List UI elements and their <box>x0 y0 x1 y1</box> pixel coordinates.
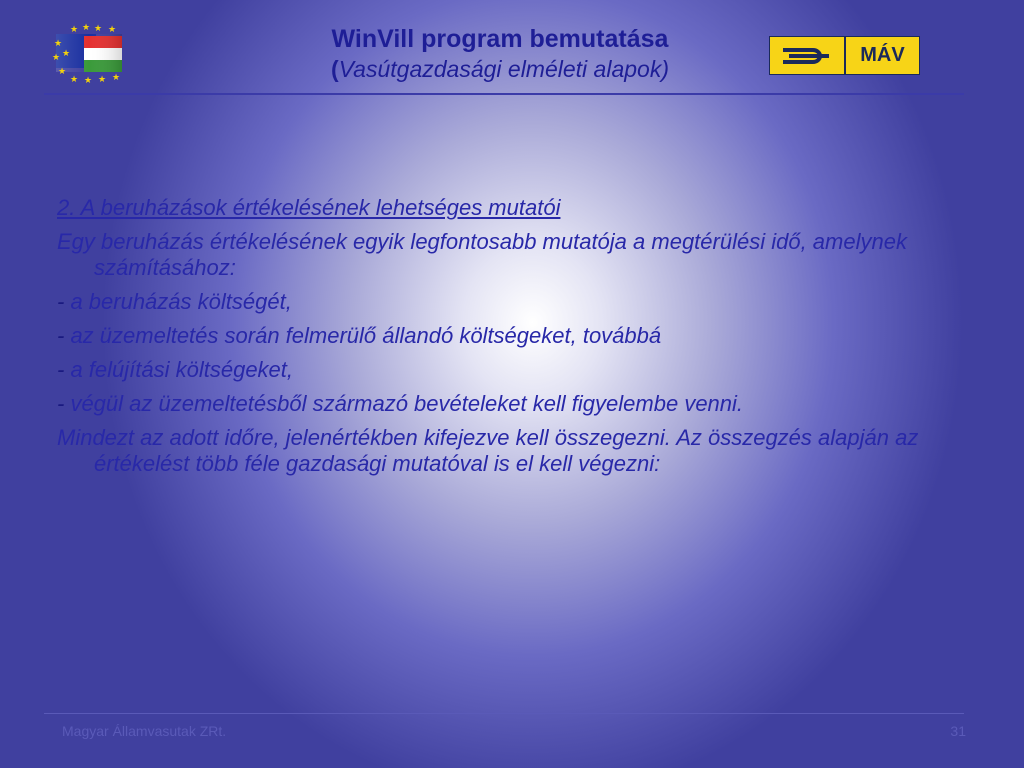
svg-text:★: ★ <box>62 49 71 59</box>
svg-text:★: ★ <box>52 53 61 63</box>
mav-logo <box>769 36 920 75</box>
list-item: - végül az üzemeltetésből származó bevételeket kell figyelembe venni. <box>57 391 744 416</box>
list-item: - a felújítási költségeket, <box>57 357 294 382</box>
slide-title-block <box>210 24 790 84</box>
svg-text:★: ★ <box>70 75 79 84</box>
mav-logo-text: MÁV <box>844 37 919 74</box>
list-item: - a beruházás költségét, <box>57 289 292 314</box>
closing-paragraph: Mindezt az adott időre, jelenértékben kifejezve kell összegezni. Az összegzés alapján az értékelést több féle gazdasági mutatóval is el kell végezni: <box>57 425 919 476</box>
section-heading: 2. A beruházások értékelésének lehetséges mutatói <box>57 195 561 220</box>
svg-text:★: ★ <box>58 67 67 77</box>
slide-title: WinVill program bemutatása <box>331 25 669 53</box>
svg-text:★: ★ <box>108 25 117 35</box>
footer-divider <box>44 713 964 714</box>
svg-text:★: ★ <box>98 75 107 84</box>
intro-paragraph: Egy beruházás értékelésének egyik legfontosabb mutatója a megtérülési idő, amelynek számításához: <box>57 229 907 280</box>
subtitle-paren: ( <box>331 56 339 82</box>
subtitle-text: Vasútgazdasági elméleti alapok) <box>338 56 669 82</box>
mav-train-symbol-icon <box>770 37 844 74</box>
svg-text:★: ★ <box>94 24 103 34</box>
header-divider <box>44 93 964 95</box>
slide-body <box>57 195 957 485</box>
list-item: - az üzemeltetés során felmerülő állandó költségeket, továbbá <box>57 323 662 348</box>
eu-hungary-flag-icon <box>50 22 128 84</box>
svg-text:★: ★ <box>70 25 79 35</box>
svg-text:★: ★ <box>54 39 63 49</box>
svg-text:★: ★ <box>112 73 121 83</box>
page-number: 31 <box>950 723 966 739</box>
footer-company: Magyar Államvasutak ZRt. <box>62 723 227 739</box>
svg-text:★: ★ <box>82 23 91 33</box>
slide-subtitle <box>210 54 790 84</box>
svg-text:★: ★ <box>84 76 93 84</box>
